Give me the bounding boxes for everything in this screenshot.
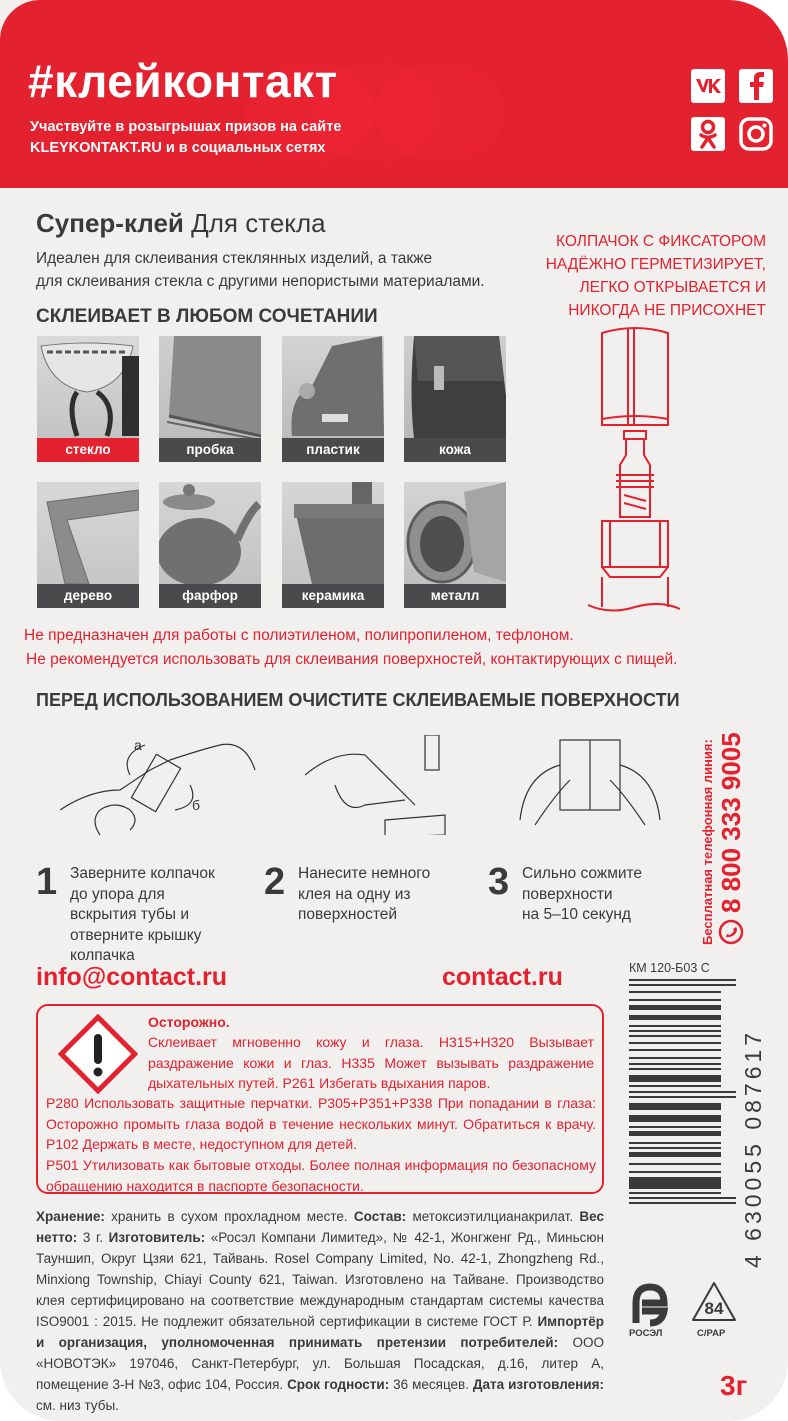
hashtag-title: #клейконтакт: [28, 55, 338, 107]
step1-twist-cap-illustration: [60, 730, 260, 840]
material-label: керамика: [282, 584, 384, 608]
material-tile-glass: [37, 336, 139, 462]
promo-site-link[interactable]: KLEYKONTAKT.RU и в социальных сетях: [30, 140, 326, 156]
toy-car-icon: [282, 336, 384, 438]
svg-text:а: а: [134, 737, 142, 753]
recycle-icon: [690, 1280, 738, 1326]
material-label: дерево: [37, 584, 139, 608]
hotline-label: Бесплатная телефонная линия:: [700, 739, 715, 945]
hotline: [700, 732, 746, 945]
hazard-text: Склеивает мгновенно кожу и глаза. H315+H320 Вызывает раздражение кожи и глаз. H335 Может вызывать раздражение дыхательных путей. P261 Избегать вдыхания паров.: [148, 1034, 594, 1091]
wooden-frame-icon: [37, 482, 139, 584]
disposal-text: P501 Утилизовать как бытовые отходы. Более полная информация по безопасному обращению находится в паспорте безопасности.: [46, 1157, 596, 1194]
svg-text:б: б: [192, 797, 201, 813]
hazard-warning-box: [36, 1004, 604, 1194]
material-tile-metal: [404, 482, 506, 608]
hazard-heading: Осторожно.: [148, 1014, 230, 1030]
precaution-text: P280 Использовать защитные перчатки. P305+P351+P338 При попадании в глаза: Осторожно промыть глаза водой в течение нескольких минут. Обратиться к врачу. P102 Держать в месте, недоступном для детей.: [46, 1095, 596, 1152]
product-code: КМ 120-Б03 С: [629, 961, 710, 975]
facebook-icon[interactable]: [739, 69, 773, 103]
instructions-heading: ПЕРЕД ИСПОЛЬЗОВАНИЕМ ОЧИСТИТЕ СКЛЕИВАЕМЫЕ ПОВЕРХНОСТИ: [36, 690, 680, 710]
decorative-blob: [375, 62, 505, 162]
ghs-exclamation-icon: [58, 1014, 138, 1094]
product-info-text: Хранение: хранить в сухом прохладном месте. Состав: метоксиэтилцианакрилат. Вес нетто: 3 г. Изготовитель: «Росэл Компани Лимитед», № 42-1, Жонгженг Рд., Миньсюн Тауншип, Округ Цзяи 621, Тайвань. Rosel Company Limited, No. 42-1, Zhongzheng Rd., Minxiong Township, Chiayi County 621, Taiwan. Изготовлено на Тайване. Производство клея сертифицировано на соответствие международным стандартам системы качества ISO9001 : 2015. Не подлежит обязательной сертификации в системе ГОСТ Р. Импортёр и организация, уполномоченная принимать претензии потребителей: ООО «НОВОТЭК» 197046, Санкт-Петербург, ул. Большая Посадская, д.16, литер А, помещение 3-Н №3, офис 104, Россия. Срок годности: 36 месяцев. Дата изготовления: см. низ тубы.: [36, 1209, 604, 1413]
contact-site-link[interactable]: contact.ru: [442, 963, 563, 991]
material-label: стекло: [37, 438, 139, 462]
pipe-fitting-icon: [404, 482, 506, 584]
leather-bag-icon: [404, 336, 506, 438]
material-tile-plastic: [282, 336, 384, 462]
barcode-digits: 4 630055 087617: [740, 1028, 766, 1268]
step-3: 3 Сильно сожмите поверхности на 5–10 секунд: [488, 861, 643, 923]
vk-icon[interactable]: [691, 69, 725, 103]
rosel-logo-icon: [630, 1283, 670, 1327]
material-label: кожа: [404, 438, 506, 462]
material-label: металл: [404, 584, 506, 608]
product-title: Супер-клей Для стекла: [36, 208, 326, 238]
promo-header: [0, 0, 788, 188]
instagram-icon[interactable]: [739, 117, 773, 151]
promo-text: Участвуйте в розыгрышах призов на сайте KLEYKONTAKT.RU и в социальных сетях: [30, 117, 341, 159]
material-tile-porcelain: [159, 482, 261, 608]
cap-diagram-illustration: [580, 325, 710, 615]
step3-press-surfaces-illustration: [515, 735, 665, 835]
incompatible-materials-warning: Не предназначен для работы с полиэтиленом, полипропиленом, тефлоном.: [24, 627, 574, 644]
material-tile-leather: [404, 336, 506, 462]
material-tile-cork: [159, 336, 261, 462]
materials-heading: СКЛЕИВАЕТ В ЛЮБОМ СОЧЕТАНИИ: [36, 306, 378, 327]
hotline-number[interactable]: 8 800 333 9005: [716, 732, 746, 913]
product-description: Идеален для склеивания стеклянных изделий, а также для склеивания стекла с другими непористыми материалами.: [36, 250, 485, 290]
cork-board-icon: [159, 336, 261, 438]
material-tile-wood: [37, 482, 139, 608]
cap-feature-text: КОЛПАЧОК С ФИКСАТОРОМ НАДЁЖНО ГЕРМЕТИЗИРУЕТ, ЛЕГКО ОТКРЫВАЕТСЯ И НИКОГДА НЕ ПРИСОХНЕТ: [545, 233, 766, 319]
phone-icon: [718, 919, 744, 945]
flower-pot-icon: [282, 482, 384, 584]
teapot-icon: [159, 482, 261, 584]
recycle-label: C/PAP: [697, 1328, 726, 1339]
odnoklassniki-icon[interactable]: [691, 117, 725, 151]
material-tile-ceramic: [282, 482, 384, 608]
rosel-label: РОСЭЛ: [629, 1328, 663, 1339]
material-label: пластик: [282, 438, 384, 462]
svg-text:84: 84: [704, 1299, 724, 1318]
barcode: [629, 979, 739, 1269]
food-contact-warning: Не рекомендуется использовать для склеивания поверхностей, контактирующих с пищей.: [26, 651, 678, 668]
contact-email-link[interactable]: info@contact.ru: [36, 963, 228, 991]
step-2: 2 Нанесите немного клея на одну из поверхностей: [264, 861, 431, 923]
material-label: фарфор: [159, 584, 261, 608]
material-label: пробка: [159, 438, 261, 462]
step2-apply-glue-illustration: [305, 735, 455, 835]
step-1: 1 Заверните колпачок до упора для вскрытия тубы и отверните крышку колпачка: [36, 861, 215, 964]
net-weight: 3г: [720, 1370, 748, 1401]
glass-lamp-icon: [37, 336, 139, 438]
